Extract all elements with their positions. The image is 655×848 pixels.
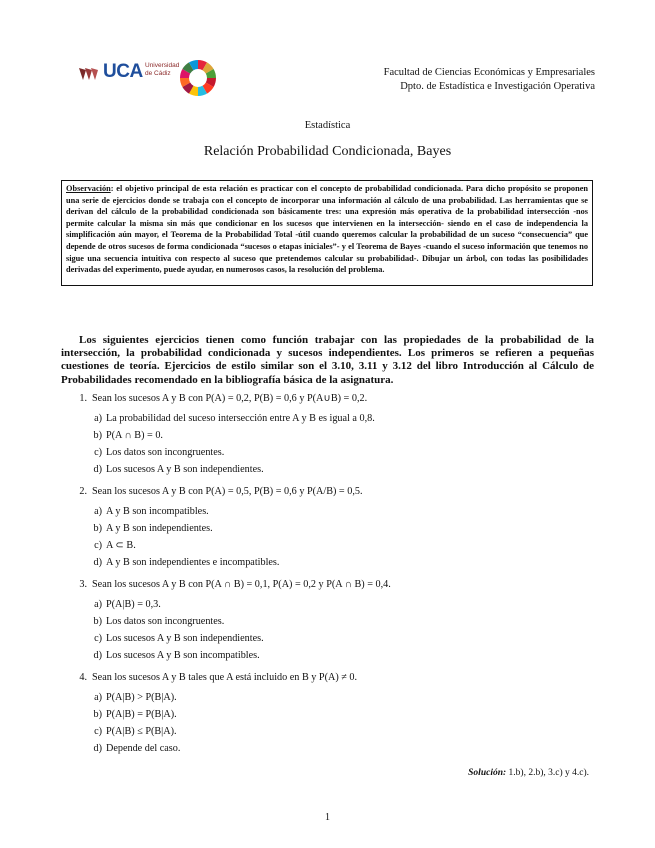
uca-emblem-icon (77, 64, 101, 84)
logo-subtext: Universidad de Cádiz (145, 62, 180, 77)
page-header (75, 58, 595, 102)
exercise-option: a) A y B son incompatibles. (94, 506, 209, 517)
exercise-option: b) Los datos son incongruentes. (93, 616, 225, 627)
exercise-option: c) Los datos son incongruentes. (94, 447, 225, 458)
sdg-wheel-icon (178, 58, 218, 98)
exercise-number: 3. (79, 579, 87, 590)
exercise-option: c) P(A|B) ≤ P(B|A). (94, 726, 177, 737)
observation-text: : el objetivo principal de esta relación es practicar con el concepto de probabilidad condicionada. Para dicho propósito se proponen una serie de ejercicios donde se trabaja con el concepto de incorporar una información al cálculo de una probabilidad. Las herramientas que se derivan del cálculo de la probabilidad condicionada son básicamente tres: una expresión más operativa de la probabilidad intersección -nos permite calcular la misma sin más que condicionar en los sucesos que intervienen en la intersección- siendo en el caso de independencia la simplificación aún mayor, el Teorema de la Probabilidad Total -útil cuando queremos calcular la probabilidad de un suceso “consecuencia” que depende de otros sucesos de forma condicionada “sucesos o etapas iniciales”- y el Teorema de Bayes -cuando el suceso información que tenemos no sigue una secuencia intuitiva con respecto al suceso que pretendemos calcular su probabilidad-. Dibujar un árbol, con todas las posibilidades derivadas del experimento, puede ayudar, en numerosos casos, la resolución del problema. (66, 184, 588, 275)
page-number: 1 (325, 812, 330, 823)
exercise-number: 2. (79, 486, 87, 497)
subject-heading: Estadística (304, 120, 351, 131)
university-logo (75, 58, 215, 98)
exercise-2 (61, 486, 594, 574)
faculty-name: Facultad de Ciencias Económicas y Empresariales (383, 67, 595, 78)
logo-text: UCA (103, 61, 143, 82)
exercise-stem: Sean los sucesos A y B con P(A ∩ B) = 0,1, P(A) = 0,2 y P(A ∩ B) = 0,4. (92, 579, 391, 590)
observation-box (61, 180, 593, 286)
exercise-1 (61, 393, 594, 481)
faculty-info (384, 66, 595, 94)
solution-label: Solución: (468, 768, 507, 778)
exercise-stem: Sean los sucesos A y B con P(A) = 0,5, P(B) = 0,6 y P(A/B) = 0,5. (92, 486, 363, 497)
exercise-option: c) Los sucesos A y B son independientes. (94, 633, 264, 644)
observation-label: Observación (66, 184, 111, 193)
exercise-option: b) P(A|B) = P(B|A). (93, 709, 177, 720)
page-title: Relación Probabilidad Condicionada, Bayes (203, 144, 452, 159)
solution-line (468, 768, 589, 778)
exercise-option: d) Los sucesos A y B son incompatibles. (93, 650, 260, 661)
exercise-option: d) A y B son independientes e incompatibles. (93, 557, 280, 568)
solution-text: 1.b), 2.b), 3.c) y 4.c). (506, 768, 589, 778)
exercise-option: b) A y B son independientes. (93, 523, 213, 534)
exercise-option: a) P(A|B) = 0,3. (94, 599, 161, 610)
exercise-option: a) La probabilidad del suceso intersección entre A y B es igual a 0,8. (94, 413, 375, 424)
department-name: Dpto. de Estadística e Investigación Operativa (400, 81, 595, 92)
exercise-option: c) A ⊂ B. (94, 540, 136, 551)
exercise-option: d) Los sucesos A y B son independientes. (93, 464, 264, 475)
exercise-3 (61, 579, 594, 667)
intro-paragraph: Los siguientes ejercicios tienen como función trabajar con las propiedades de la probabilidad de la intersección, la probabilidad condicionada y sucesos independientes. Los primeros se refieren a pequeñas cuestiones de teoría. Ejercicios de estilo similar son el 3.10, 3.11 y 3.12 del libro Introducción al Cálculo de Probabilidades recomendado en la bibliografía básica de la asignatura. (61, 334, 594, 386)
exercise-stem: Sean los sucesos A y B tales que A está incluido en B y P(A) ≠ 0. (92, 672, 358, 683)
exercise-option: a) P(A|B) > P(B|A). (94, 692, 177, 703)
exercise-stem: Sean los sucesos A y B con P(A) = 0,2, P(B) = 0,6 y P(A∪B) = 0,2. (92, 393, 368, 404)
exercise-list (61, 393, 594, 760)
exercise-option: b) P(A ∩ B) = 0. (93, 430, 163, 441)
exercise-number: 4. (79, 672, 87, 683)
exercise-number: 1. (79, 393, 87, 404)
exercise-option: d) Depende del caso. (93, 743, 181, 754)
exercise-4 (61, 672, 594, 760)
